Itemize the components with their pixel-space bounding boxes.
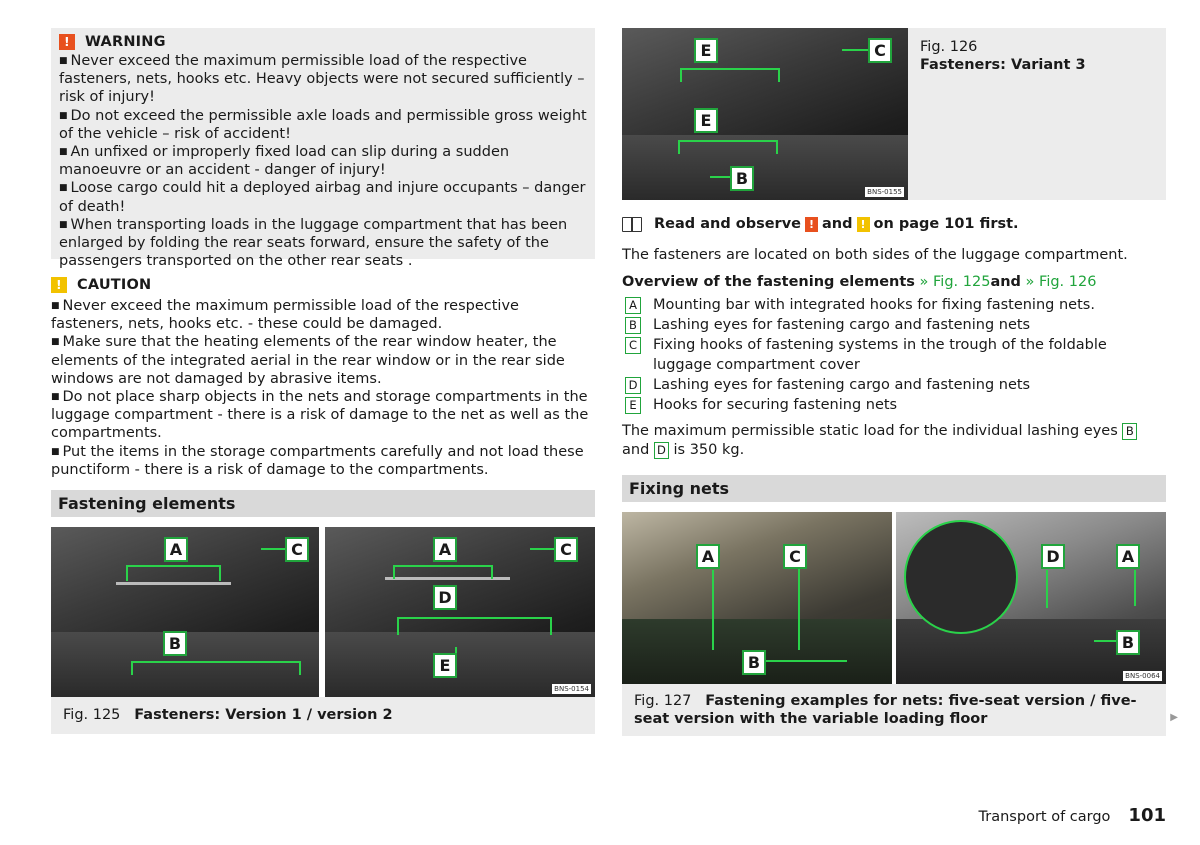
page-number: 101: [1128, 805, 1166, 826]
legend-list: [622, 295, 1166, 415]
fig-link[interactable]: » Fig. 125: [919, 273, 991, 290]
callout-label: C: [783, 544, 807, 569]
callout-label: A: [696, 544, 720, 569]
caution-box: [51, 265, 595, 489]
warning-title: WARNING: [85, 34, 166, 50]
legend-item: A Mounting bar with integrated hooks for fixing fastening nets.: [622, 295, 1166, 315]
callout-label: A: [1116, 544, 1140, 569]
fig126-photo: [622, 28, 908, 200]
warning-box: [51, 28, 595, 270]
warning-header: [59, 32, 587, 52]
caution-title: CAUTION: [77, 277, 152, 293]
intro-text: The fasteners are located on both sides of the luggage compartment.: [622, 247, 1128, 263]
warning-item: ■ An unfixed or improperly fixed load can slip during a sudden manoeuvre or an accident - danger of injury!: [59, 144, 510, 179]
fig126-number: Fig. 126: [920, 39, 978, 55]
overview-line: Overview of the fastening elements » Fig. 125and » Fig. 126: [622, 273, 1097, 290]
continue-arrow-icon: ▶: [1170, 712, 1178, 723]
callout-label: B: [163, 631, 187, 656]
image-code: BNS-0064: [1125, 672, 1160, 680]
callout-label: B: [730, 166, 754, 191]
caution-item: ■ Never exceed the maximum permissible load of the respective fasteners, nets, hooks etc. - these could be damaged.: [51, 298, 519, 333]
warning-item: ■ Do not exceed the permissible axle loads and permissible gross weight of the vehicle – risk of accident!: [59, 107, 587, 142]
fig125-right-photo: [325, 527, 595, 697]
zoom-inset: [904, 520, 1018, 634]
caution-item: ■ Do not place sharp objects in the nets and storage compartments in the luggage compartment - there is a risk of damage to the net as well as the compartments.: [51, 389, 589, 442]
callout-label: B: [742, 650, 766, 675]
callout-label: E: [433, 653, 457, 678]
callout-label: B: [1116, 630, 1140, 655]
book-icon: [622, 217, 642, 232]
fig125-left-photo: [51, 527, 319, 697]
legend-item: E Hooks for securing fastening nets: [622, 395, 1166, 415]
image-code: BNS-0155: [867, 188, 902, 196]
caution-icon: !: [51, 277, 67, 293]
callout-label: C: [554, 537, 578, 562]
warning-icon: !: [805, 217, 818, 232]
fig127-images: [622, 512, 1166, 684]
callout-label: E: [694, 108, 718, 133]
fig126-title: Fasteners: Variant 3: [920, 57, 1086, 73]
footer-title: Transport of cargo: [978, 809, 1111, 825]
callout-label: C: [285, 537, 309, 562]
callout-label: A: [433, 537, 457, 562]
fig125-images: [51, 527, 595, 697]
callout-label: D: [1041, 544, 1065, 569]
max-load-text: The maximum permissible static load for the individual lashing eyes B and D is 350 kg.: [622, 422, 1166, 459]
fig127-right-photo: [896, 512, 1166, 684]
left-column: [51, 28, 595, 734]
legend-item: B Lashing eyes for fastening cargo and fastening nets: [622, 315, 1166, 335]
section-title-nets: Fixing nets: [622, 475, 1166, 502]
right-column: [622, 28, 1166, 736]
warning-item: ■ When transporting loads in the luggage compartment that has been enlarged by folding the rear seats forward, ensure the safety of the passengers transported on the other rear seats .: [59, 216, 568, 270]
caution-item: ■ Put the items in the storage compartments carefully and not load these punctiform - there is a risk of damage to the compartments.: [51, 443, 584, 478]
fig127-left-photo: [622, 512, 892, 684]
section-title-fastening: Fastening elements: [51, 490, 595, 517]
caution-header: [51, 275, 595, 295]
warning-item: ■ Never exceed the maximum permissible load of the respective fasteners, nets, hooks etc. Heavy objects were not secured sufficiently – risk of injury!: [59, 53, 585, 106]
warning-icon: !: [59, 34, 75, 50]
fig-link[interactable]: » Fig. 126: [1025, 273, 1097, 290]
image-code: BNS-0154: [554, 685, 589, 693]
callout-label: D: [433, 585, 457, 610]
fig125-caption: Fig. 125 Fasteners: Version 1 / version 2: [51, 697, 595, 734]
callout-label: A: [164, 537, 188, 562]
fig126-caption: [908, 28, 1098, 200]
fig127-caption: Fig. 127 Fastening examples for nets: five-seat version / five-seat version with the variable loading floor: [622, 684, 1166, 736]
caution-item: ■ Make sure that the heating elements of the rear window heater, the elements of the integrated aerial in the rear window or in the rear side windows are not damaged by abrasive items.: [51, 334, 565, 387]
legend-item: D Lashing eyes for fastening cargo and fastening nets: [622, 375, 1166, 395]
read-observe-line: Read and observe ! and ! on page 101 first.: [622, 216, 1166, 232]
fig126-block: [622, 28, 1166, 200]
warning-item: ■ Loose cargo could hit a deployed airbag and injure occupants – danger of death!: [59, 180, 586, 215]
page-footer: [979, 805, 1166, 826]
callout-label: E: [694, 38, 718, 63]
caution-icon: !: [857, 217, 870, 232]
legend-item: C Fixing hooks of fastening systems in the trough of the foldable luggage compartment cover: [622, 335, 1166, 375]
callout-label: C: [868, 38, 892, 63]
